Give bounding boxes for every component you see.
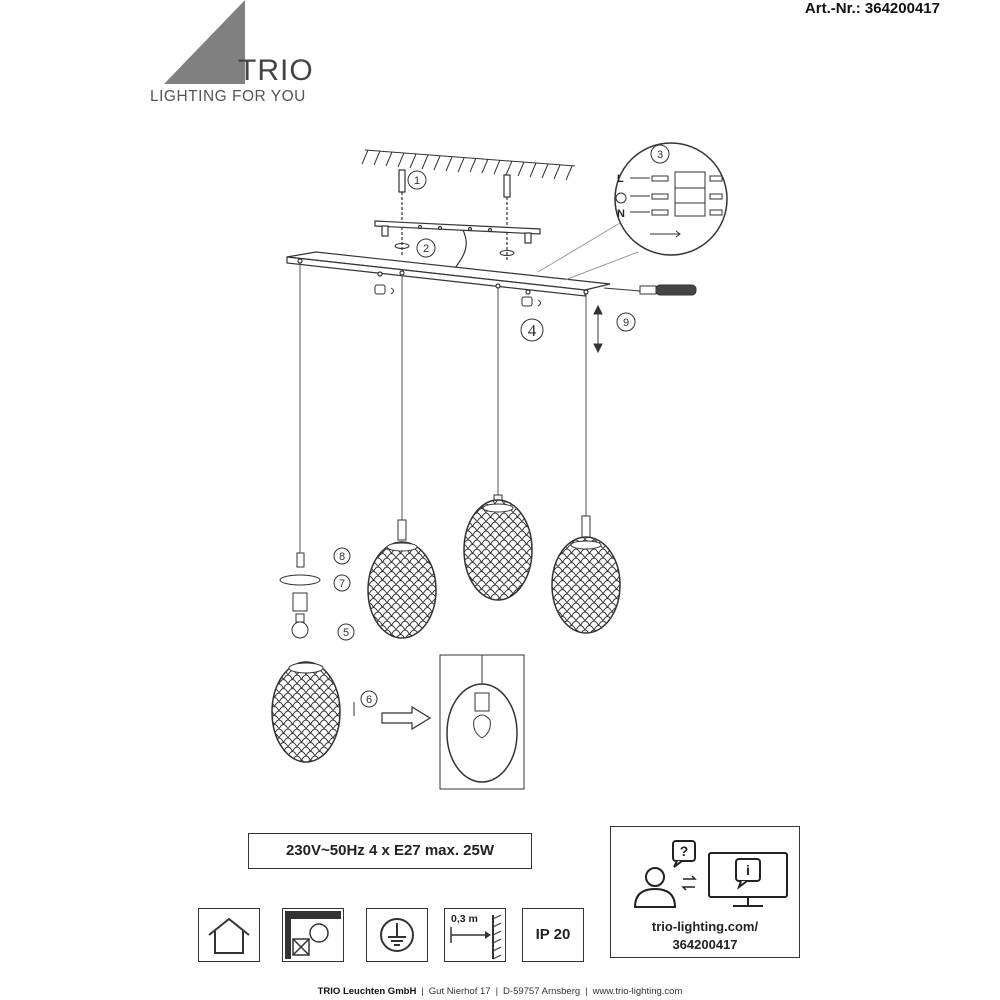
footer-web[interactable]: www.trio-lighting.com (592, 986, 683, 997)
question-icon (673, 841, 695, 867)
suspension-cables (300, 263, 586, 555)
glass-shade-1 (368, 520, 436, 638)
ip-rating-symbol (522, 908, 584, 962)
no-cover-symbol (282, 908, 344, 962)
step-1-number: 1 (413, 175, 421, 187)
no-insulation-cover-icon (283, 909, 343, 961)
min-distance-label: 0,3 m (451, 913, 478, 925)
svg-text:?: ? (679, 843, 689, 859)
protective-earth-symbol (366, 908, 428, 962)
glass-shade-2 (464, 495, 532, 600)
footer-address: Gut Nierhof 17 (428, 986, 491, 997)
wiring-callout (538, 223, 638, 280)
wire-label-n: N (617, 208, 625, 220)
step-4-number: 4 (527, 321, 537, 340)
svg-text:i: i (746, 862, 750, 878)
rotate-arrow-2 (395, 244, 514, 256)
step-8-number: 8 (338, 551, 346, 563)
article-number: Art.-Nr.: 364200417 (804, 0, 940, 17)
step-5-number: 5 (342, 627, 350, 639)
socket-assembly (280, 553, 320, 638)
user-icon (635, 868, 675, 907)
step-9-number: 9 (622, 317, 630, 329)
info-article-number: 364200417 (672, 937, 738, 952)
step-7-number: 7 (338, 578, 346, 590)
electrical-spec: 230V~50Hz 4 x E27 max. 25W (248, 833, 532, 869)
footer: TRIO Leuchten GmbH | Gut Nierhof 17 | D-59757 Arnsberg | www.trio-lighting.com (317, 986, 683, 997)
ceiling-hatch (362, 150, 575, 180)
ip-rating-text: IP 20 (535, 926, 571, 943)
info-icon (736, 859, 760, 887)
step-6-number: 6 (365, 694, 373, 706)
min-distance-symbol (444, 908, 506, 962)
info-url[interactable]: trio-lighting.com/ (651, 919, 759, 934)
ceiling-canopy (287, 252, 610, 296)
online-info-box (610, 826, 800, 958)
protective-earth-icon (367, 909, 427, 961)
footer-city: D-59757 Arnsberg (503, 986, 581, 997)
screwdriver-icon (604, 285, 696, 295)
glass-shade-3 (552, 516, 620, 633)
result-arrow (382, 707, 430, 729)
height-adjust-arrow (594, 306, 602, 352)
wire-label-l: L (617, 173, 624, 185)
footer-company: TRIO Leuchten GmbH (317, 986, 417, 997)
brand-tagline: LIGHTING FOR YOU (150, 88, 306, 105)
step-2-number: 2 (422, 243, 430, 255)
step-3-number: 3 (656, 149, 664, 161)
exchange-arrows-icon (683, 876, 695, 890)
indoor-use-symbol (198, 908, 260, 962)
brand-name: TRIO (238, 54, 314, 87)
house-icon (199, 909, 259, 961)
glass-shade-detached (272, 662, 340, 762)
